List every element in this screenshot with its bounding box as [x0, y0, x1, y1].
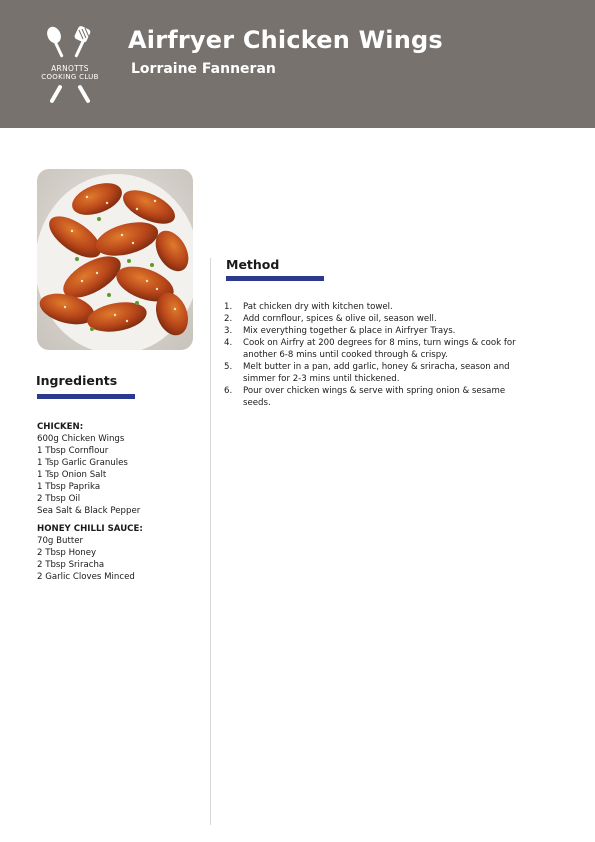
recipe-title: Airfryer Chicken Wings	[128, 26, 443, 54]
ingredient-item: 2 Tbsp Oil	[37, 494, 81, 504]
whisk-and-spatula-icon	[40, 26, 100, 60]
ingredient-item: 1 Tsp Onion Salt	[37, 470, 107, 480]
ingredient-item: 1 Tbsp Cornflour	[37, 446, 109, 456]
ingredient-item: Sea Salt & Black Pepper	[37, 506, 141, 516]
ingredients-list	[37, 421, 207, 583]
arnotts-cooking-club-logo	[34, 26, 106, 108]
method-steps	[224, 301, 564, 409]
step-text: Pat chicken dry with kitchen towel.	[243, 302, 393, 312]
ingredient-group	[37, 421, 207, 517]
method-heading-bar	[226, 276, 324, 281]
step-text: Pour over chicken wings & serve with spring onion & sesame	[243, 386, 506, 396]
ingredient-group	[37, 523, 207, 583]
step-text: Add cornflour, spices & olive oil, season well.	[243, 314, 437, 324]
ingredient-item: 1 Tbsp Paprika	[37, 482, 101, 492]
ingredient-item: 1 Tsp Garlic Granules	[37, 458, 128, 468]
header-band	[0, 0, 595, 128]
ingredient-item: 2 Tbsp Honey	[37, 548, 97, 558]
step-text-continued: another 6-8 mins until cooked through & crispy.	[243, 350, 448, 360]
method-step	[224, 301, 564, 313]
ingredient-item: 70g Butter	[37, 536, 84, 546]
chicken-wings-photo	[37, 169, 193, 350]
method-step	[224, 385, 564, 409]
ingredient-item: 2 Tbsp Sriracha	[37, 560, 105, 570]
step-number: 6.	[224, 386, 233, 396]
ingredient-group-title: CHICKEN:	[37, 422, 84, 432]
ingredients-heading: Ingredients	[36, 373, 118, 388]
logo-text-line2: COOKING CLUB	[41, 73, 99, 81]
ingredient-item: 2 Garlic Cloves Minced	[37, 572, 135, 582]
ingredients-heading-bar	[37, 394, 135, 399]
step-text-continued: simmer for 2-3 mins until thickened.	[243, 374, 400, 384]
recipe-author: Lorraine Fanneran	[131, 61, 276, 77]
step-number: 2.	[224, 314, 233, 324]
method-heading: Method	[226, 257, 280, 272]
step-text: Cook on Airfry at 200 degrees for 8 mins, turn wings & cook for	[243, 338, 516, 348]
method-step	[224, 337, 564, 361]
ingredient-group-title: HONEY CHILLI SAUCE:	[37, 524, 143, 534]
utensil-handles-icon	[40, 84, 100, 106]
step-number: 1.	[224, 302, 233, 312]
step-number: 4.	[224, 338, 233, 348]
ingredient-item: 600g Chicken Wings	[37, 434, 125, 444]
step-text-continued: seeds.	[243, 398, 271, 408]
method-step	[224, 325, 564, 337]
step-number: 5.	[224, 362, 233, 372]
step-text: Mix everything together & place in Airfryer Trays.	[243, 326, 456, 336]
column-divider	[210, 258, 211, 825]
step-number: 3.	[224, 326, 233, 336]
logo-text-line1: ARNOTTS	[51, 64, 89, 73]
step-text: Melt butter in a pan, add garlic, honey & sriracha, season and	[243, 362, 510, 372]
method-step	[224, 361, 564, 385]
method-step	[224, 313, 564, 325]
